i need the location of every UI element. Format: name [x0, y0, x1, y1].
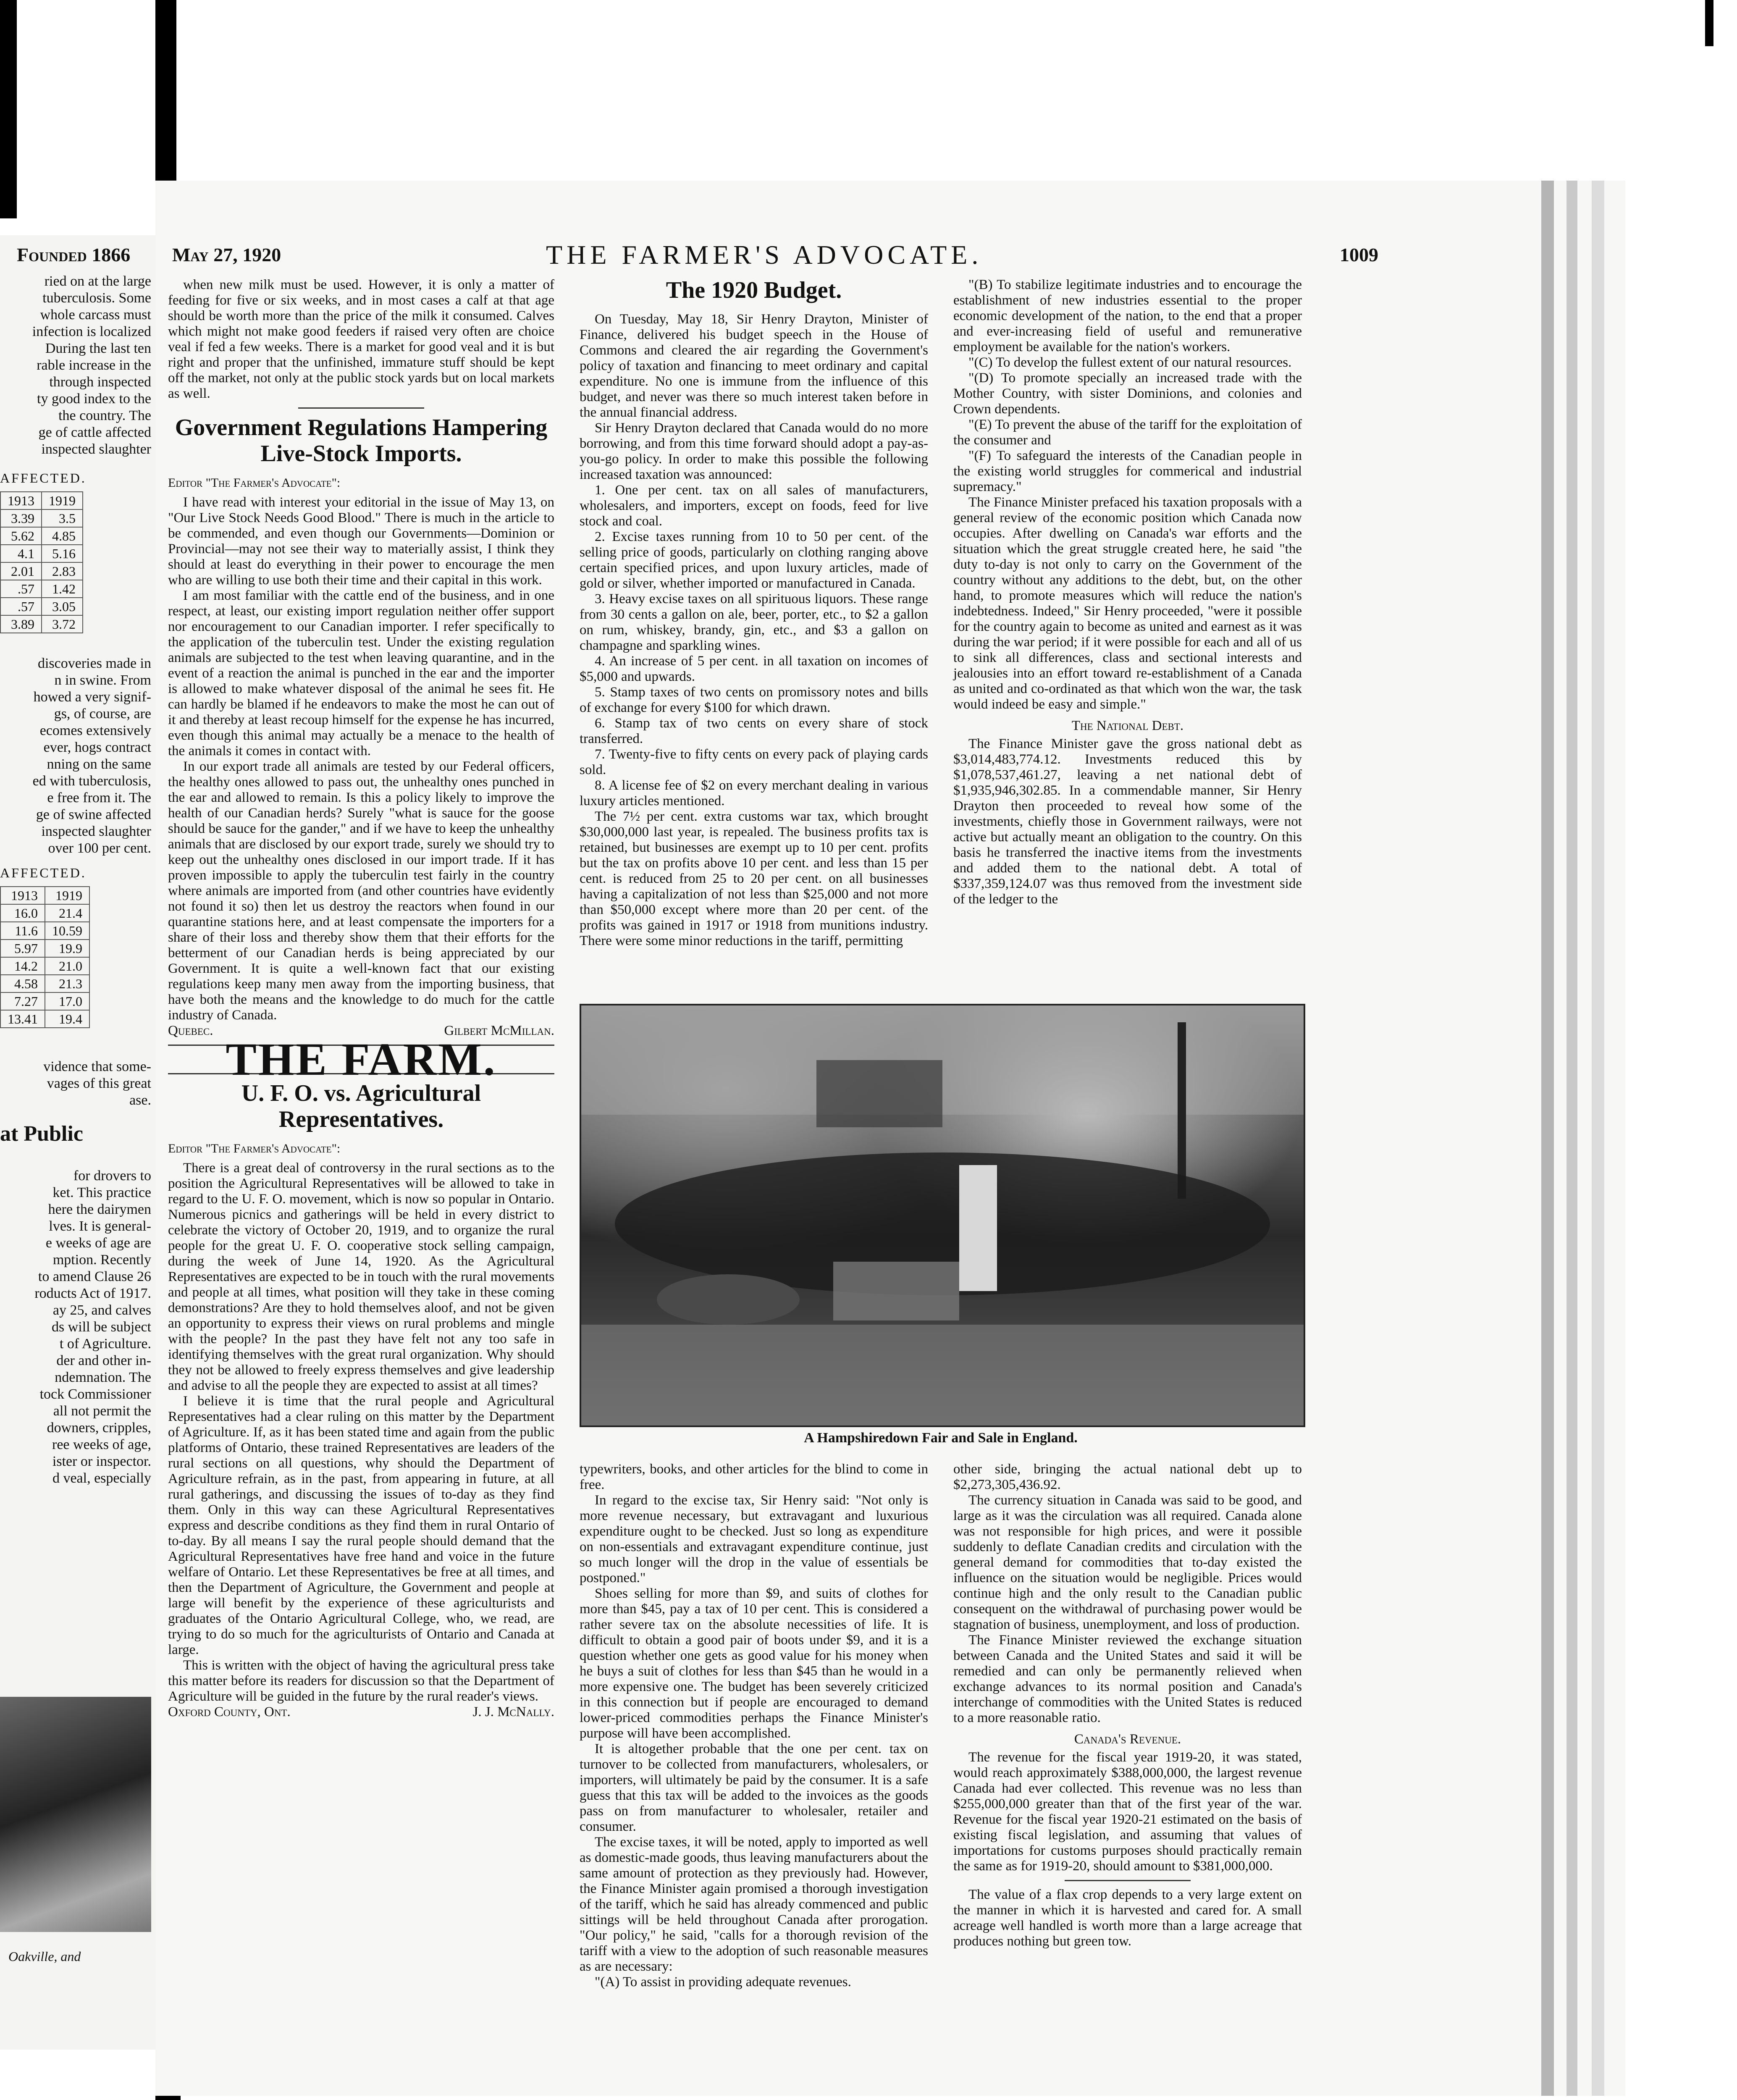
table-cell: .57 — [0, 598, 42, 615]
paragraph: "(F) To safeguard the interests of the Canadian people in the existing world struggles for commerical and industrial supremacy." — [953, 448, 1302, 494]
issue-date: May 27, 1920 — [172, 244, 281, 265]
table-cell: 3.72 — [42, 615, 83, 633]
paragraph: "(B) To stabilize legitimate industries and to encourage the establishment of new industries essential to the proper economic development of the nation, to the end that a proper and ever-increasing field of useful and remunerative employment be available for the nation's workers. — [953, 277, 1302, 354]
subheading: The National Debt. — [1071, 718, 1184, 733]
paragraph: "(D) To promote specially an increased trade with the Mother Country, with sister Dominions, and colonies and Crown dependents. — [953, 370, 1302, 417]
table-cell: 21.3 — [45, 975, 89, 992]
paragraph: 8. A license fee of $2 on every merchant dealing in various luxury articles mentioned. — [580, 778, 928, 808]
paragraph: The 7½ per cent. extra customs war tax, which brought $30,000,000 last year, is repealed. The business profits tax is retained, but businesses are exempt up to 10 per cent. profits but the tax on profits above 10 per cent. and less than 15 per cent. is reduced from 25 to 20 per cent. on all businesses having a capitalization of not less than $25,000 and not more than $50,000 except where more than 20 per cent. of the profits was gained in 1917 or 1918 from munitions industry. There were some minor reductions in the tariff, permitting — [580, 809, 928, 948]
editor-line: Editor "The Farmer's Advocate": — [168, 1142, 341, 1155]
table-row — [0, 492, 83, 509]
table-cell: 1.42 — [42, 580, 83, 598]
table-cell: 2.83 — [42, 562, 83, 580]
table-row — [0, 887, 89, 904]
paragraph: 1. One per cent. tax on all sales of manufacturers, wholesalers, and importers, except on foods, feed for live stock and coal. — [580, 483, 928, 529]
column-2-top — [580, 277, 928, 949]
table-cell: 17.0 — [45, 992, 89, 1010]
paragraph: The excise taxes, it will be noted, apply to imported as well as domestic-made goods, thus leaving manufacturers about the same amount of protection as they previously had. However, the Finance Minister again promised a thorough investigation of the tariff, which he said has already commenced and public sittings will be held throughout Canada after prorogation. "Our policy," he said, "calls for a thorough revision of the tariff with a view to the adoption of such reasonable measures as are necessary: — [580, 1835, 928, 1974]
table-row — [0, 545, 83, 562]
paragraph: The Finance Minister reviewed the exchange situation between Canada and the United States and said it will be remedied and can only be permanently relieved when exchange advances to its normal position and Canada's interchange of commodities with the United States is reduced to a more reasonable ratio. — [953, 1633, 1302, 1725]
paragraph: This is written with the object of having the agricultural press take this matter before its readers for discussion so that the Department of Agriculture will be guided in the future by the rural reader's views. — [168, 1658, 554, 1704]
table-cell: 7.27 — [0, 992, 45, 1010]
table-cell: 5.16 — [42, 545, 83, 562]
page-edge-stack — [1566, 181, 1577, 2096]
paragraph: "(E) To prevent the abuse of the tariff for the exploitation of the consumer and — [953, 417, 1302, 448]
prev-page-text-mid: discoveries made in n in swine. From howed a very signif- gs, of course, are ecomes extensively ever, hogs contract nning on the same ed with tuberculosis, e free from it. The ge of swine affected inspected slaughter over 100 per cent. — [32, 656, 151, 856]
paragraph: It is altogether probable that the one per cent. tax on turnover to be collected from manufacturers, wholesalers, or importers, will ultimately be paid by the consumer. It is a safe guess that this tax will be added to the invoices as the goods pass on from manufacturer to wholesaler, retailer and consumer. — [580, 1741, 928, 1834]
table-cell: 2.01 — [0, 562, 42, 580]
table-cell: 5.62 — [0, 527, 42, 545]
table-cell: 13.41 — [0, 1010, 45, 1028]
divider — [1065, 1880, 1191, 1881]
paragraph: 4. An increase of 5 per cent. in all taxation on incomes of $5,000 and upwards. — [580, 654, 928, 684]
table-cell: 19.4 — [45, 1010, 89, 1028]
table-row — [0, 1010, 89, 1028]
prev-table2 — [0, 886, 90, 1028]
paragraph: other side, bringing the actual national debt up to $2,273,305,436.92. — [953, 1462, 1302, 1492]
prev-page-text-top: ried on at the large tuberculosis. Some whole carcass must infection is localized During the last ten rable increase in the through inspected ty good index to the the country. The ge of cattle affected inspected slaughter — [32, 273, 151, 457]
table-row — [0, 922, 89, 940]
prev-page-caption: Oakville, and — [8, 1949, 81, 1964]
table-header-cell: 1919 — [45, 887, 89, 904]
masthead-title: THE FARMER'S ADVOCATE. — [546, 240, 983, 270]
table-cell: 21.4 — [45, 904, 89, 922]
table-cell: 5.97 — [0, 940, 45, 957]
paragraph: I believe it is time that the rural people and Agricultural Representatives had a clear ruling on this matter by the Department of Agriculture. If, as it has been stated time and again from the public platforms of Ontario, these trained Representatives are leaders of the rural sections on all questions, why should the Department of Agriculture refrain, as in the past, from appearing in future, at all rural gatherings, and discussing the issues of to-day as they find them. Only in this way can these Agricultural Representatives express and describe conditions as they find them in rural Ontario of to-day. By all means I say the rural people should demand that the Agricultural Representatives have free hand and voice in the future welfare of Ontario. Let these Representatives be free at all times, and then the Department of Agriculture, the Government and people at large will benefit by the experience of these agriculturists and graduates of the Ontario Agricultural College, who, we read, are trying to do so much for the agriculturists of Ontario and Canada at large. — [168, 1394, 554, 1657]
prev-page-text-after-table: vidence that some- vages of this great ase. — [43, 1059, 151, 1108]
table-cell: 4.58 — [0, 975, 45, 992]
paragraph: In our export trade all animals are tested by our Federal officers, the healthy ones allowed to pass out, the unhealthy ones punched in the ear and allowed to remain. Is this a policy likely to improve the health of our Canadian herds? Surely "what is sauce for the goose should be sauce for the gander," and if we have to keep the unhealthy animals that are disclosed by our export trade, surely we should try to keep out the unhealthy ones disclosed in our import trade. If it has proven impossible to apply the tuberculin test fairly in the country where animals are imported from (and other countries have evidently not found it so) then let us destroy the reactors when found in our quarantine stations here, and at least compensate the importers for a share of their loss and thereby show them that their efforts for the betterment of our Canadian herds is being appreciated by our Government. It is quite a well-known fact that our existing regulations keep many men away from the importing business, that have both the means and the knowledge to do much for the cattle industry of Canada. — [168, 759, 554, 1023]
paragraph: The revenue for the fiscal year 1919-20, it was stated, would reach approximately $388,000,000, the largest revenue Canada had ever collected. This revenue was no less than $255,000,000 greater than that of the first year of the war. Revenue for the fiscal year 1920-21 estimated on the basis of existing fiscal legislation, and assuming that values of importations for customs purposes should practically remain the same as for 1919-20, should amount to $381,000,000. — [953, 1750, 1302, 1874]
paragraph: 7. Twenty-five to fifty cents on every pack of playing cards sold. — [580, 747, 928, 777]
paragraph: On Tuesday, May 18, Sir Henry Drayton, Minister of Finance, delivered his budget speech in the House of Commons and cleared the air regarding the Government's policy of taxation and financing to meet ordinary and capital expenditure. No one is immune from the influence of this budget, and never was there so much interest taken before in the annual financial address. — [580, 312, 928, 420]
table-cell: .57 — [0, 580, 42, 598]
table-row — [0, 527, 83, 545]
table-cell: 11.6 — [0, 922, 45, 940]
table-cell: 3.89 — [0, 615, 42, 633]
paragraph: typewriters, books, and other articles for the blind to come in free. — [580, 1462, 928, 1492]
table-cell: 3.5 — [42, 509, 83, 527]
table-cell: 3.05 — [42, 598, 83, 615]
table-cell: 14.2 — [0, 957, 45, 975]
editor-line: Editor "The Farmer's Advocate": — [168, 476, 341, 490]
newspaper-page — [155, 181, 1625, 2096]
prev-page-header: Founded 1866 — [17, 244, 131, 265]
paragraph: The Finance Minister prefaced his taxation proposals with a general review of the economic position which Canada now occupies. After dwelling on Canada's war efforts and the situation which the great struggle created here, he said "the duty to-day is not only to carry on the Government of the country without any additions to the debt, but, on the other hand, to promote measures which will reduce the nation's indebtedness. Indeed," Sir Henry proceeded, "were it possible for the country again to become as united and earnest as it was during the war period; if it were possible for each and all of us to sink all differences, class and sectional interests and jealousies into an effort toward re-establishment of a Canada as united and co-ordinated as that which won the war, the task would indeed be easy and simple." — [953, 495, 1302, 712]
table-row — [0, 940, 89, 957]
table-cell: 4.1 — [0, 545, 42, 562]
table-row — [0, 580, 83, 598]
article-title: Government Regulations Hampering Live-Stock Imports. — [175, 415, 548, 467]
section-title: THE FARM. — [226, 1034, 497, 1085]
table-row — [0, 562, 83, 580]
table-row — [0, 615, 83, 633]
prev-page-photo — [0, 1697, 151, 1932]
paragraph: The value of a flax crop depends to a very large extent on the manner in which it is harvested and cared for. A small acreage well handled is worth more than a large acreage that produces nothing but green tow. — [953, 1887, 1302, 1949]
photograph-sheep-fair — [580, 1004, 1305, 1427]
scan-mark-top-right — [1705, 0, 1713, 46]
signature-author: J. J. McNally. — [472, 1704, 554, 1719]
paragraph: 5. Stamp taxes of two cents on promissory notes and bills of exchange for every $100 for which drawn. — [580, 685, 928, 715]
page-edge-stack — [1592, 181, 1604, 2096]
page-edge-stack — [1541, 181, 1554, 2096]
paragraph: 3. Heavy excise taxes on all spirituous liquors. These range from 30 cents a gallon on ale, beer, porter, etc., to $2 a gallon on rum, whiskey, brandy, gin, etc., and $3 a gallon on champagne and sparkling wines. — [580, 591, 928, 653]
table-row — [0, 598, 83, 615]
divider — [298, 407, 424, 409]
signature-place: Quebec. — [168, 1023, 213, 1038]
paragraph: I am most familiar with the cattle end of the business, and in one respect, at least, our existing import regulation neither offer support nor encouragement to our Canadian importer. I refer specifically to the application of the tuberculin test. Under the existing regulation animals are subjected to the test when leaving quarantine, and in the event of a reaction the animal is punched in the ear and the importer is allowed to make whatever disposal of the animal he sees fit. He can hardly be blamed if he endeavors to make the most he can out of it and thereby at least recoup himself for the expense he has incurred, even though this animal may actually be a menace to the health of the animals it comes in contact with. — [168, 588, 554, 759]
paragraph: 2. Excise taxes running from 10 to 50 per cent. of the selling price of goods, particularly on clothing ranging above certain specified prices, and upon luxury articles, made of gold or silver, whether imported or manufactured in Canada. — [580, 529, 928, 591]
article-title: U. F. O. vs. Agricultural Representatives. — [241, 1080, 481, 1132]
scan-edge-left — [0, 0, 17, 218]
paragraph: I have read with interest your editorial in the issue of May 13, on "Our Live Stock Needs Good Blood." There is much in the article to be commended, and even though our Governments—Dominion or Provincial—may not see their way to materially assist, I think they should at least do everything in their power to encourage the men who are willing to use both their time and their capital in this work. — [168, 495, 554, 588]
paragraph: Shoes selling for more than $9, and suits of clothes for more than $45, pay a tax of 10 per cent. This is considered a rather severe tax on the absolute necessities of life. It is difficult to obtain a good pair of boots under $9, and it is a question whether one gets as good value for his money when he buys a suit of clothes for less than $45 than he would in a more expensive one. The budget has been severely criticized in this connection but if people are encouraged to demand lower-priced commodities perhaps the Finance Minister's purpose will have been accomplished. — [580, 1586, 928, 1741]
signature-place: Oxford County, Ont. — [168, 1704, 291, 1719]
table-row — [0, 509, 83, 527]
table-row — [0, 975, 89, 992]
column-2-bottom — [580, 1462, 928, 1990]
previous-page-fragment — [0, 235, 155, 2050]
paragraph: In regard to the excise tax, Sir Henry said: "Not only is more revenue necessary, but extravagant and luxurious expenditure ought to be checked. Just so long as expenditure on non-essentials and extravagant expenditure continue, just so much longer will the drop in the value of essentials be postponed." — [580, 1493, 928, 1586]
table-row — [0, 904, 89, 922]
photo-scene — [581, 1005, 1304, 1425]
paragraph: "(C) To develop the fullest extent of our natural resources. — [968, 355, 1292, 370]
table-row — [0, 992, 89, 1010]
table-cell: 4.85 — [42, 527, 83, 545]
paragraph: Sir Henry Drayton declared that Canada would do no more borrowing, and from this time forward should adopt a pay-as-you-go policy. In order to make this possible the following increased taxation was announced: — [580, 420, 928, 482]
paragraph: The currency situation in Canada was said to be good, and large as it was the circulation was all required. Canada alone was not responsible for high prices, and were it possible suddenly to deflate Canadian credits and circulation with the general demand for commodities that to-day existed the influence on the situation would be negligible. Prices would continue high and the only result to the Canadian public consequent on the withdrawal of purchasing power would be stagnation of business, unemployment, and loss of production. — [953, 1493, 1302, 1632]
paragraph: "(A) To assist in providing adequate revenues. — [595, 1974, 851, 1990]
photo-caption: A Hampshiredown Fair and Sale in England. — [804, 1430, 1078, 1446]
column-3-bottom — [953, 1462, 1302, 1949]
table-row — [0, 957, 89, 975]
column-3-top — [953, 277, 1302, 907]
table-cell: 16.0 — [0, 904, 45, 922]
table-header-cell: 1913 — [0, 492, 42, 509]
paragraph: There is a great deal of controversy in the rural sections as to the position the Agricultural Representatives will be allowed to take in regard to the U. F. O. movement, which is now so popular in Ontario. Numerous picnics and gatherings will be held in every district to celebrate the victory of October 20, 1919, and to organize the rural people for the great U. F. O. cooperative stock selling campaign, during the week of June 14, 1920. As the Agricultural Representatives are expected to be in touch with the rural movements and people at all times, what position will they take in these coming demonstrations? Are they to hold themselves aloof, and not be given an opportunity to express their views on rural problems and mingle with the people? In the past they have felt not any too safe in identifying themselves with the great rural organization. Why should they not be allowed to freely express themselves and give leadership and advise to all the people they are expected to assist at all times? — [168, 1160, 554, 1393]
table-cell: 19.9 — [45, 940, 89, 957]
signature-author: Gilbert McMillan. — [444, 1023, 554, 1038]
prev-table1 — [0, 491, 83, 633]
paragraph: The Finance Minister gave the gross national debt as $3,014,483,774.12. Investments reduced this by $1,078,537,461.27, leaving a net national debt of $1,935,946,302.85. In a commendable manner, Sir Henry Drayton then proceeded to reveal how some of the investments, chiefly those in Government railways, were not active but actually meant an obligation to the country. On this basis he transferred the inactive items from the investments and added them to the national debt. A total of $337,359,124.07 was thus removed from the investment side of the ledger to the — [953, 736, 1302, 907]
prev-table2-heading: AFFECTED. — [0, 865, 87, 880]
prev-table1-heading: AFFECTED. — [0, 470, 87, 486]
prev-page-text-bottom: for drovers to ket. This practice here the dairymen lves. It is general- e weeks of age are mption. Recently to amend Clause 26 roducts Act of 1917. ay 25, and calves ds will be subject t of Agriculture. der and other in- ndemnation. The tock Commissioner all not permit the downers, cripples, ree weeks of age, ister or inspector. d veal, especially — [34, 1168, 151, 1486]
table-cell: 21.0 — [45, 957, 89, 975]
column-1 — [168, 277, 554, 1720]
intro-paragraph: when new milk must be used. However, it is only a matter of feeding for five or six weeks, and in most cases a calf at that age should be worth more than the price of the milk it consumed. Calves which might not make good feeders if raised very often are choice veal if fed a few weeks. There is a market for good veal and it is but right and proper that the unfinished, immature stuff should be kept off the market, not only at the public stock yards but on local markets as well. — [168, 277, 554, 401]
table-cell: 3.39 — [0, 509, 42, 527]
prev-page-section-title: at Public — [0, 1122, 83, 1146]
table-cell: 10.59 — [45, 922, 89, 940]
table-header-cell: 1913 — [0, 887, 45, 904]
article-title: The 1920 Budget. — [666, 277, 842, 303]
table-header-cell: 1919 — [42, 492, 83, 509]
paragraph: 6. Stamp tax of two cents on every share of stock transferred. — [580, 716, 928, 746]
page-number: 1009 — [1340, 244, 1378, 265]
signature-line — [168, 1704, 554, 1720]
binding-gutter-bottom — [155, 2096, 181, 2100]
subheading: Canada's Revenue. — [1074, 1732, 1181, 1747]
